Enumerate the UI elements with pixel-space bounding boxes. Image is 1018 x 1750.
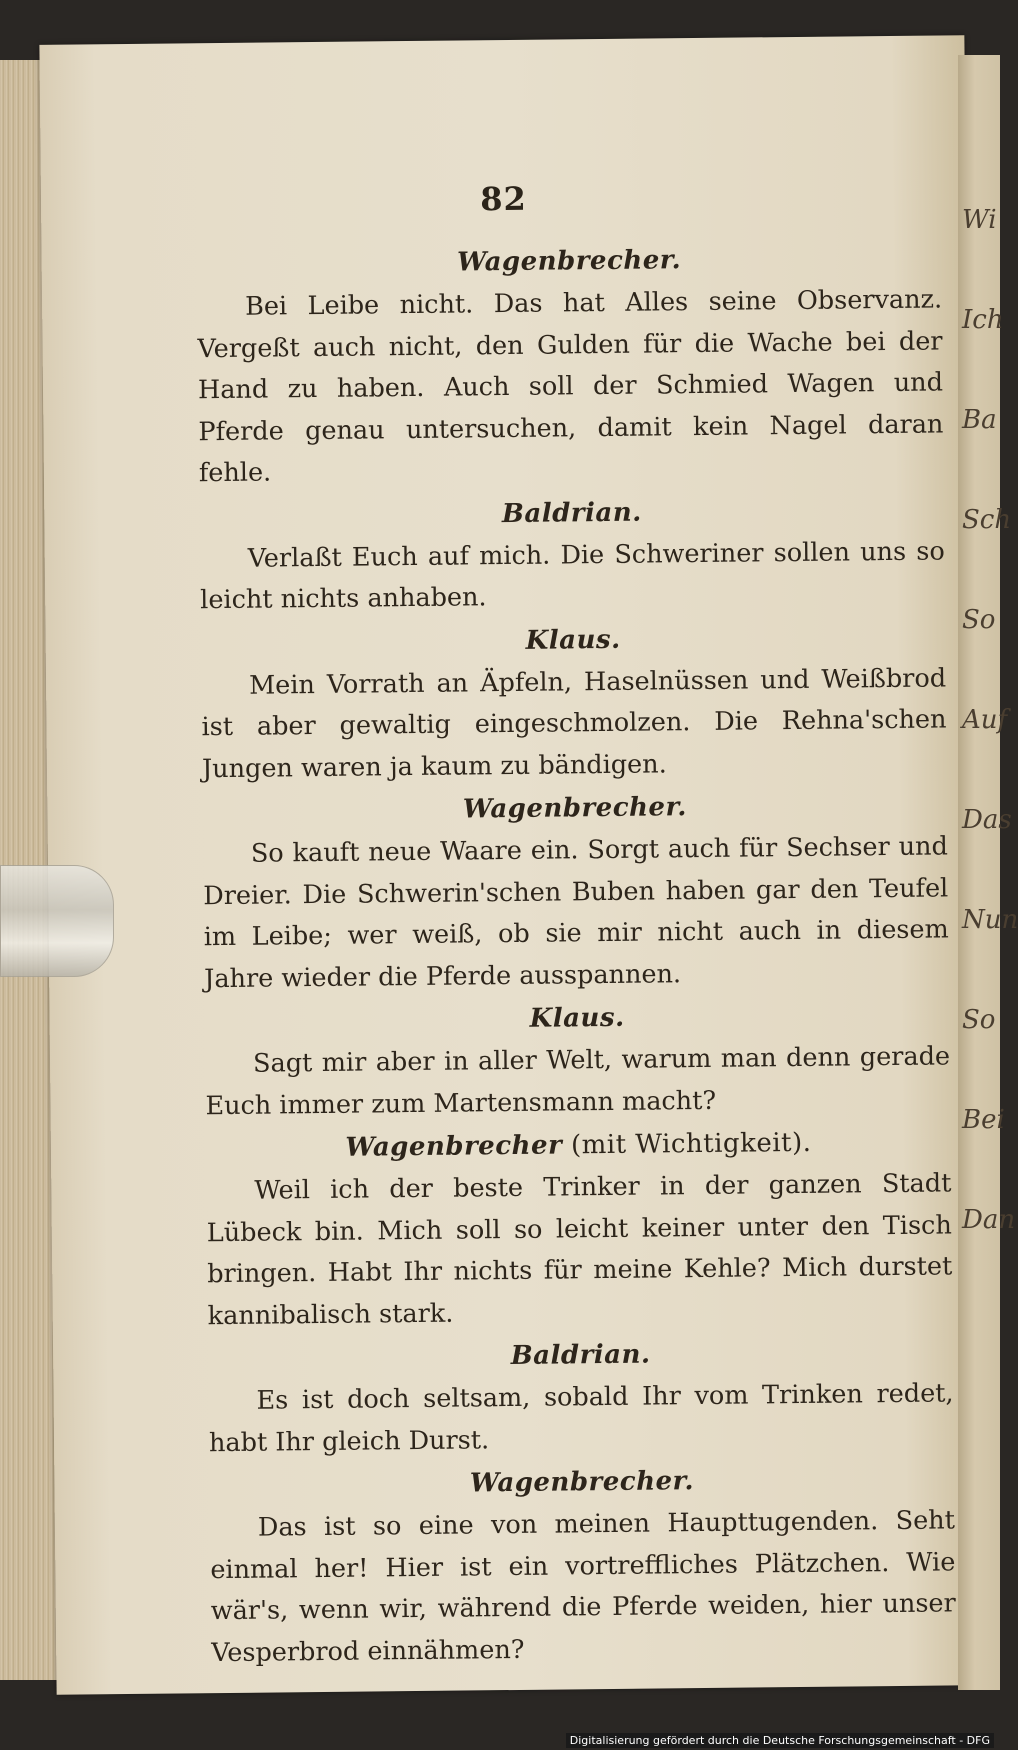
adjacent-page-edge <box>958 55 1018 1690</box>
speech-text: Weil ich der beste Trinker in der ganzen Stadt Lübeck bin. Mich soll so leicht keiner unter den Tisch bringen. Habt Ihr nichts für meine Kehle? Mich durstet kannibalisch stark. <box>206 1168 953 1331</box>
adjacent-fragment: So <box>962 1005 996 1035</box>
speech-text: Bei Leibe nicht. Das hat Alles seine Observanz. Vergeßt auch nicht, den Gulden für die Wache bei der Hand zu haben. Auch soll der Schmied Wagen und Pferde genau untersuchen, damit kein Nagel daran fehle. <box>197 284 944 489</box>
page-clip <box>0 865 114 977</box>
adjacent-fragment: Das <box>962 805 1012 835</box>
adjacent-fragment: Ba <box>962 405 997 435</box>
dialogue-block <box>206 1119 953 1337</box>
adjacent-fragment: Nun <box>962 905 1018 935</box>
dialogue-block <box>200 614 947 790</box>
speech-text: Es ist doch seltsam, sobald Ihr vom Trinken redet, habt Ihr gleich Durst. <box>208 1378 954 1458</box>
adjacent-fragment: Wi <box>962 205 997 235</box>
speaker-name: Wagenbrecher. <box>469 1466 695 1499</box>
speaker-name: Wagenbrecher (mit Wichtigkeit). <box>345 1127 812 1163</box>
dialogue-block <box>209 1456 956 1674</box>
adjacent-fragment: Bei <box>962 1105 1005 1135</box>
speaker-name: Baldrian. <box>510 1339 651 1372</box>
digitization-credit: Digitalisierung gefördert durch die Deutsche Forschungsgemeinschaft - DFG <box>566 1733 994 1748</box>
adjacent-fragment: Ich <box>962 305 1004 335</box>
dialogue-block <box>204 992 950 1127</box>
dialogue-block <box>208 1329 954 1464</box>
dialogue-block <box>202 782 949 1000</box>
speech-text: So kauft neue Waare ein. Sorgt auch für Sechser und Dreier. Die Schwerin'schen Buben haben gar den Teufel im Leibe; wer weiß, ob sie mir nicht auch in diesem Jahre wieder die Pferde ausspannen. <box>203 831 949 994</box>
speech-text: Verlaßt Euch auf mich. Die Schweriner sollen uns so leicht nichts anhaben. <box>200 535 945 616</box>
speaker-name: Klaus. <box>525 624 621 656</box>
adjacent-fragment: Sch <box>962 505 1012 535</box>
dialogue-block <box>199 487 945 622</box>
adjacent-fragment: Dan <box>962 1205 1016 1235</box>
page-number: 82 <box>480 179 527 219</box>
speaker-name: Wagenbrecher. <box>462 792 688 825</box>
play-text <box>196 235 956 1674</box>
adjacent-fragment: So <box>962 605 996 635</box>
dialogue-block <box>196 235 944 494</box>
speech-text: Sagt mir aber in aller Welt, warum man denn gerade Euch immer zum Martensmann macht? <box>205 1041 951 1121</box>
speaker-name: Wagenbrecher. <box>457 245 682 278</box>
speech-text: Das ist so eine von meinen Haupttugenden. Seht einmal her! Hier ist ein vortreffliches Plätzchen. Wie wär's, wenn wir, während die Pferde weiden, hier unser Vesperbrod einnähmen? <box>210 1505 956 1668</box>
book-page <box>39 35 981 1695</box>
speaker-name: Baldrian. <box>501 497 642 529</box>
adjacent-fragment: Auf <box>962 705 1008 735</box>
speaker-name: Klaus. <box>529 1002 625 1034</box>
speech-text: Mein Vorrath an Äpfeln, Haselnüssen und Weißbrod ist aber gewaltig eingeschmolzen. Die Rehna'schen Jungen waren ja kaum zu bändigen. <box>201 662 947 784</box>
